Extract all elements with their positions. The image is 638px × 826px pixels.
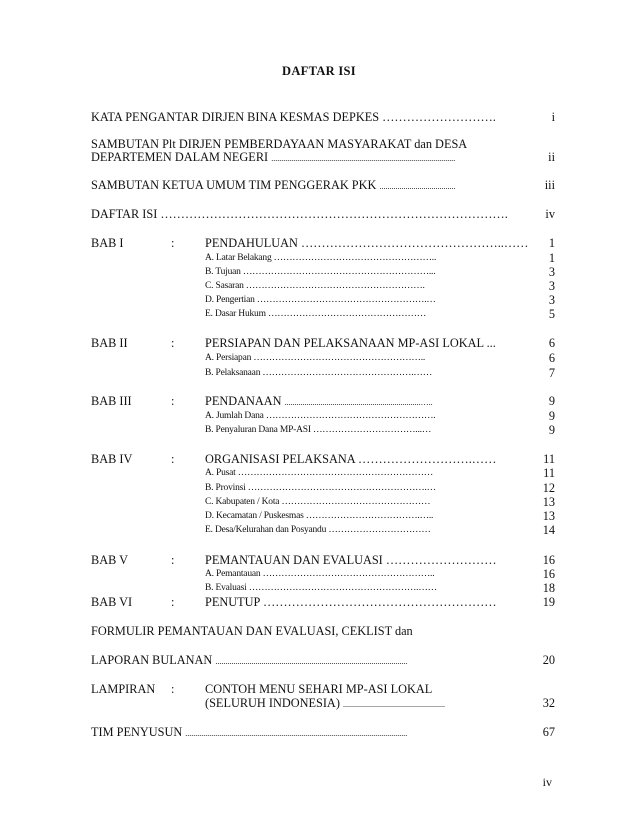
toc-entry-tim: TIM PENYUSUN ............................................................................................................... [91,725,408,739]
chapter-page: 1 [548,236,555,250]
toc-page-sambutan-pkk: iii [544,178,555,192]
section-entry: C. Sasaran …………………………………………………. [205,281,425,291]
section-entry: B. Pelaksanaan ………………………………………….…… [205,368,432,378]
section-entry: A. Persiapan ……………………………………………….. [205,353,426,363]
section-entry: D. Kecamatan / Puskesmas ……………………………….….. [205,511,434,521]
toc-page-daftar-isi: iv [545,207,555,221]
chapter-colon: : [171,452,175,466]
chapter-title: PENUTUP ………………………………………………… [205,595,497,609]
section-entry: B. Provinsi ………………………………………………….… [205,483,436,493]
section-entry: A. Latar Belakang …………………………………………….. [205,253,437,263]
section-entry: A. Jumlah Dana ………………………………………………. [205,411,436,421]
chapter-label: BAB I [91,236,124,250]
section-entry: B. Penyaluran Dana MP-ASI ……………………………...… [205,425,432,435]
toc-entry-sambutan-dirjen-line2: DEPARTEMEN DALAM NEGERI ............................................................................................ [91,150,456,164]
chapter-colon: : [171,553,175,567]
section-page: 3 [548,279,555,293]
toc-dots: ...................................... [379,182,456,191]
chapter-page: 6 [548,336,555,350]
section-page: 9 [548,409,555,423]
chapter-page: 11 [543,452,555,466]
chapter-title: PENDANAAN ....................................................................….. [205,394,433,408]
toc-dots: ............................................................................................ [271,154,456,163]
toc-entry-daftar-isi: DAFTAR ISI …………………………………………………………………………. [91,207,508,221]
section-entry: D. Pengertian ……………………………………………….… [205,295,436,305]
toc-page-sambutan-dirjen: ii [548,150,555,164]
toc-page-formulir: 20 [542,653,555,667]
section-page: 1 [548,251,555,265]
chapter-label: BAB II [91,336,128,350]
toc-page-tim: 67 [542,725,555,739]
section-entry: B. Tujuan ……………………………………………………... [205,267,436,277]
toc-dots: ................................................... [343,700,445,709]
appendix-label: LAMPIRAN [91,682,156,696]
chapter-title: PEMANTAUAN DAN EVALUASI ……………………… [205,553,497,567]
section-page: 13 [542,509,555,523]
section-entry: E. Desa/Kelurahan dan Posyandu …………………………… [205,525,431,535]
chapter-page: 19 [542,595,555,609]
appendix-page: 32 [542,696,555,710]
toc-page-kata-pengantar: i [551,110,555,124]
chapter-colon: : [171,336,175,350]
toc-dots: ............................................................................................................... [185,729,408,738]
footer-page-number: iv [542,775,552,789]
section-page: 3 [548,293,555,307]
section-page: 12 [542,481,555,495]
toc-dots: ....................................................................….. [284,398,433,407]
toc-entry-sambutan-dirjen: SAMBUTAN Plt DIRJEN PEMBERDAYAAN MASYARAKAT dan DESA [91,137,468,151]
chapter-colon: : [171,236,175,250]
toc-entry-formulir: FORMULIR PEMANTAUAN DAN EVALUASI, CEKLIST dan [91,624,413,638]
toc-dots: ................................................................................................ [215,657,408,666]
chapter-title: PERSIAPAN DAN PELAKSANAAN MP-ASI LOKAL ... [205,336,496,350]
toc-entry-laporan: LAPORAN BULANAN ................................................................................................ [91,653,408,667]
chapter-label: BAB III [91,394,132,408]
chapter-title: ORGANISASI PELAKSANA ……………………….…… [205,452,497,466]
section-page: 11 [543,466,555,480]
chapter-label: BAB IV [91,452,133,466]
section-entry: A. Pemantauan ……………………………………………….. [205,569,435,579]
section-entry: E. Dasar Hukum …………………………………………… [205,309,427,319]
section-page: 3 [548,265,555,279]
section-page: 14 [542,523,555,537]
section-page: 5 [548,307,555,321]
chapter-label: BAB VI [91,595,133,609]
section-entry: A. Pusat ……………………………………………………… [205,468,434,478]
section-page: 16 [542,567,555,581]
section-page: 18 [542,581,555,595]
section-page: 6 [548,351,555,365]
toc-entry-sambutan-pkk: SAMBUTAN KETUA UMUM TIM PENGGERAK PKK ...................................... [91,178,456,192]
chapter-title: PENDAHULUAN …………………………………………..…… [205,236,529,250]
toc-entry-kata-pengantar: KATA PENGANTAR DIRJEN BINA KESMAS DEPKES ………………………. [91,110,496,124]
page-title: DAFTAR ISI [282,64,356,78]
chapter-page: 9 [548,394,555,408]
section-entry: B. Evaluasi ……………………………………………….…… [205,583,437,593]
chapter-colon: : [171,595,175,609]
section-page: 7 [548,366,555,380]
appendix-colon: : [171,682,175,696]
section-page: 13 [542,495,555,509]
chapter-label: BAB V [91,553,129,567]
appendix-title: CONTOH MENU SEHARI MP-ASI LOKAL [205,682,433,696]
appendix-subtitle: (SELURUH INDONESIA) ................................................... [205,696,445,710]
chapter-colon: : [171,394,175,408]
chapter-page: 16 [542,553,555,567]
section-page: 9 [548,423,555,437]
section-entry: C. Kabupaten / Kota ………………………………………… [205,497,431,507]
